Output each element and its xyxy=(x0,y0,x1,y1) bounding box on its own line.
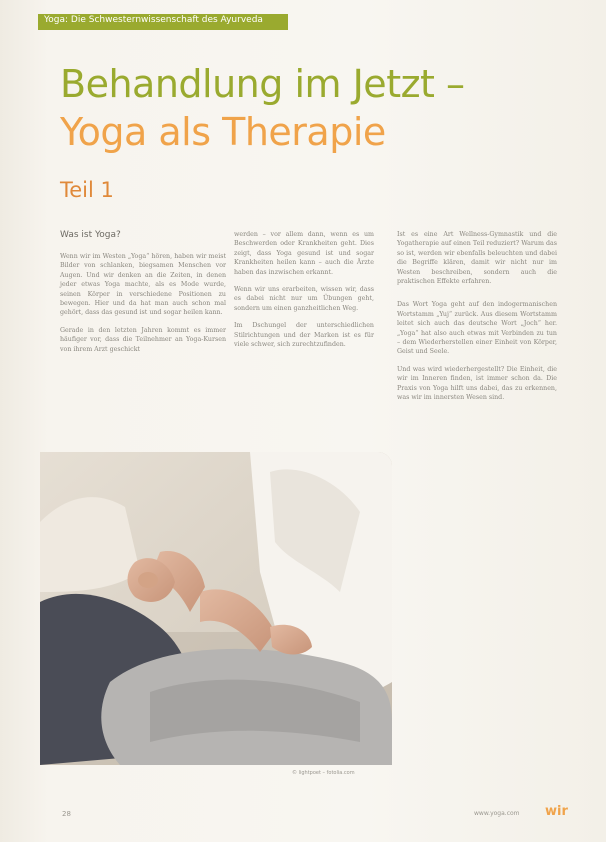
col1-paragraph: Gerade in den letzten Jahren kommt es immer häufiger vor, dass die Teilnehmer an Yoga-Kursen von ihrem Arzt geschickt xyxy=(60,326,226,353)
col3-paragraph: Ist es eine Art Wellness-Gymnastik und die Yogatherapie auf einen Teil reduziert? Warum das so ist, werden wir ebenfalls beleuchten und dabei die Begriffe klären, damit wir nicht nur im Westen beschreiben, sondern auch die praktischen Effekte erfahren. xyxy=(397,231,557,286)
title-line-1: Behandlung im Jetzt – xyxy=(60,62,465,106)
col2-paragraph: werden – vor allem dann, wenn es um Beschwerden oder Krankheiten geht. Dies zeigt, dass Yoga gesund ist und sogar Krankheiten heilen kann – auch die Ärzte haben das inzwischen erkannt. xyxy=(234,231,374,276)
col1-paragraph: Wenn wir im Westen „Yoga“ hören, haben wir meist Bilder von schlanken, biegsamen Menschen vor Augen. Und wir denken an die Zeiten, in denen jeder etwas Yoga machte, als es Mode wurde, seinen Körper in verschiedene Positionen zu bewegen. Hier und da hat man auch schon mal gehört, dass das gesund ist und sogar heilen kann. xyxy=(60,253,226,317)
yoga-photo xyxy=(40,452,392,765)
yoga-meditation-illustration xyxy=(40,452,392,765)
column-3 xyxy=(397,230,557,411)
title-line-2: Yoga als Therapie xyxy=(60,110,386,154)
column-2 xyxy=(234,230,374,357)
section-header-bar xyxy=(38,14,288,30)
column-1 xyxy=(60,252,226,362)
photo-credit: © lightpoet – fotolia.com xyxy=(292,770,355,776)
subhead: Was ist Yoga? xyxy=(60,230,121,240)
col3-paragraph: Und was wird wiederhergestellt? Die Einheit, die wir im Inneren finden, ist immer schon da. Die Praxis von Yoga hilft uns dabei, das zu erkennen, was wir im innersten Wesen sind. xyxy=(397,365,557,402)
magazine-logo: wir xyxy=(545,804,568,819)
footer-website: www.yoga.com xyxy=(474,810,520,817)
col2-paragraph: Im Dschungel der unterschiedlichen Stilrichtungen und der Marken ist es für viele schwer, sich zurechtzufinden. xyxy=(234,322,374,349)
section-header-text: Yoga: Die Schwesternwissenschaft des Ayurveda xyxy=(44,15,263,25)
part-label: Teil 1 xyxy=(60,178,114,202)
col3-paragraph: Das Wort Yoga geht auf den indogermanischen Wortstamm „Yuj“ zurück. Aus diesem Wortstamm leitet sich auch das deutsche Wort „Joch“ her. „Yoga“ hat also auch etwas mit Verbinden zu tun – dem Wiederherstellen einer Einheit von Körper, Geist und Seele. xyxy=(397,301,557,356)
page-number: 28 xyxy=(62,810,71,818)
col2-paragraph: Wenn wir uns erarbeiten, wissen wir, dass es dabei nicht nur um Übungen geht, sondern um einen ganzheitlichen Weg. xyxy=(234,286,374,312)
